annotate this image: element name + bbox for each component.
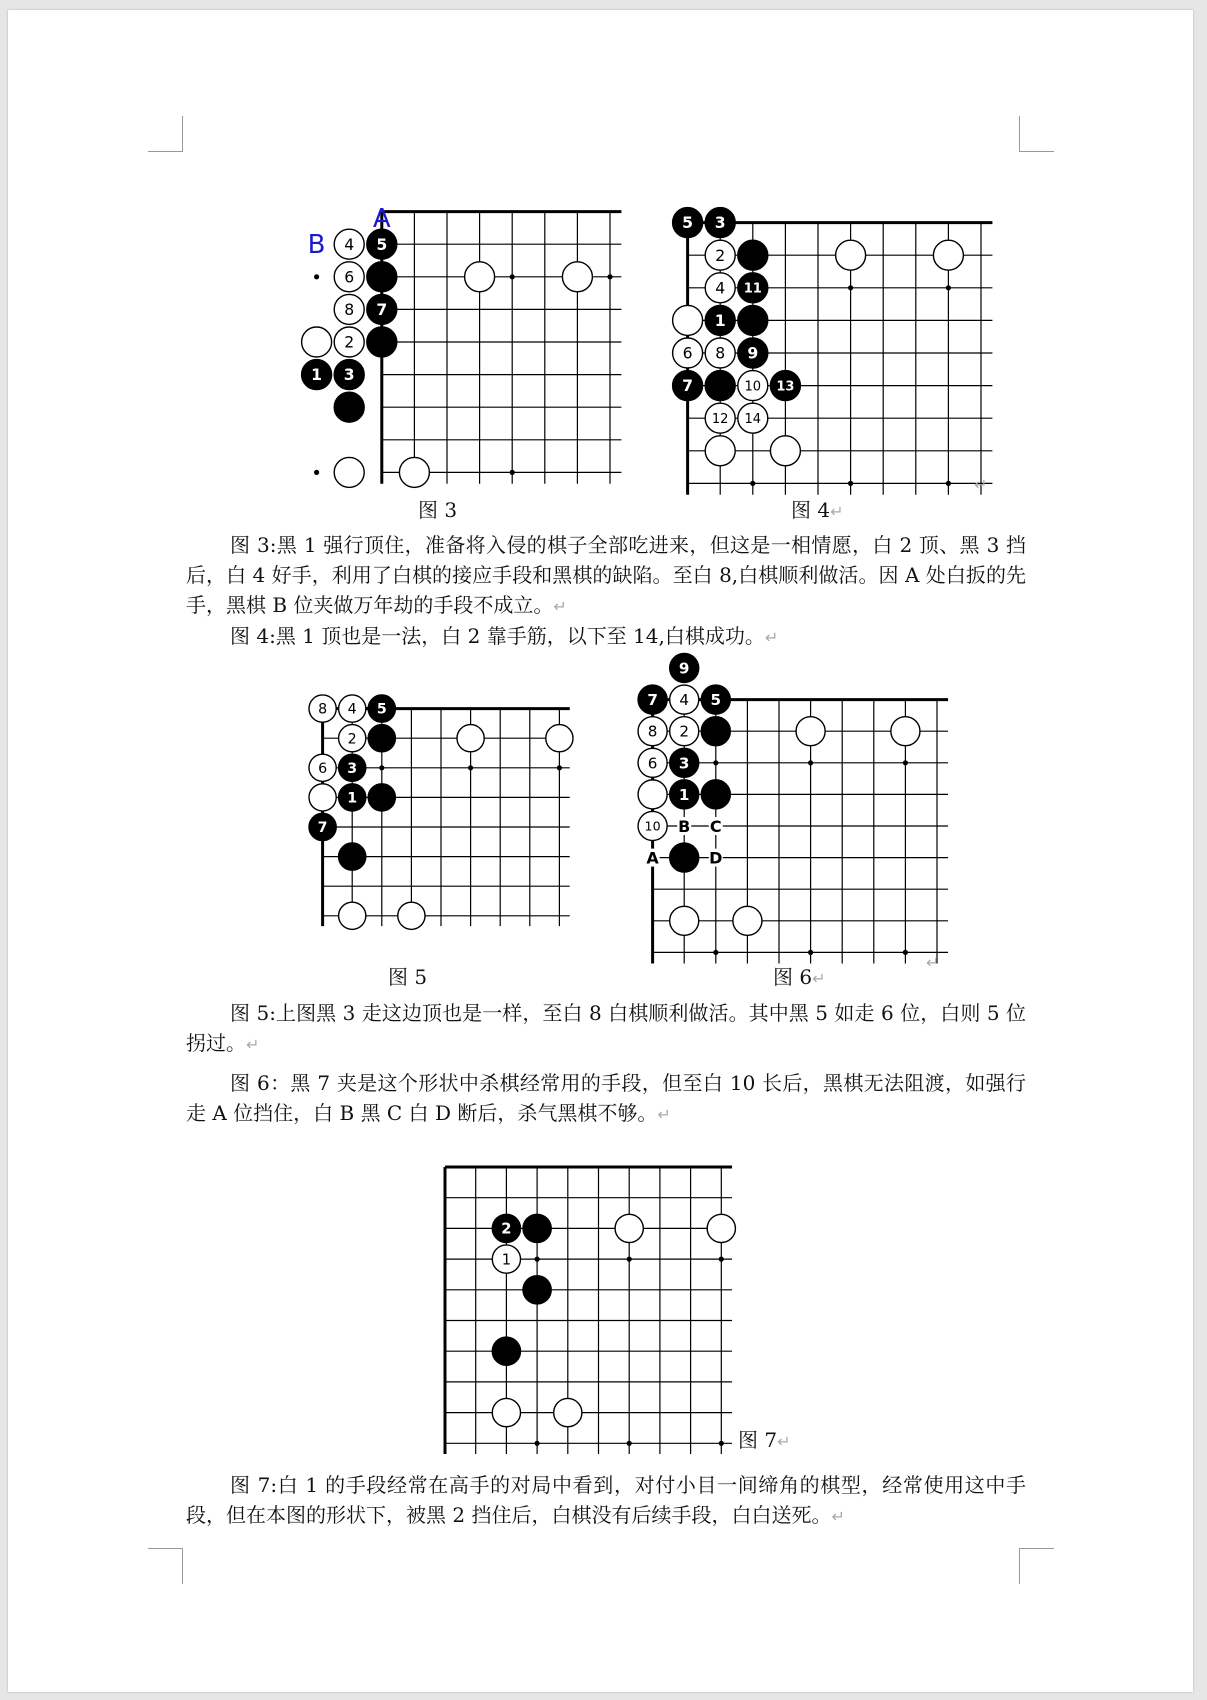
white-stone: [334, 262, 364, 292]
stone-number: 10: [644, 818, 661, 834]
white-stone: [562, 262, 592, 292]
black-stone: [673, 371, 703, 401]
stone-number: 9: [678, 659, 690, 678]
star-point: [808, 760, 813, 765]
black-stone: [368, 695, 395, 722]
black-stone: [339, 754, 366, 781]
stone-number: 5: [376, 234, 388, 254]
position-label: A: [646, 848, 659, 868]
paragraph-mark: ↵: [246, 1035, 260, 1054]
paragraph-mark: ↵: [974, 475, 988, 494]
white-stone: [492, 1398, 520, 1426]
crop-mark-top-left-h: [148, 151, 183, 152]
black-stone: [705, 305, 735, 335]
stone-number: 2: [715, 245, 726, 265]
white-stone: [670, 717, 699, 746]
stone-number: 8: [344, 300, 355, 320]
paragraph-mark: ↵: [553, 597, 567, 616]
black-stone: [670, 780, 699, 809]
black-stone: [334, 360, 364, 390]
white-stone: [554, 1398, 582, 1426]
go-board-figure-3: [278, 165, 614, 505]
star-point: [510, 274, 515, 279]
stone-number: 3: [347, 760, 358, 777]
position-label: B: [678, 817, 691, 836]
white-stone: [638, 811, 667, 840]
black-stone: [738, 273, 768, 303]
caption-figure-3: [418, 498, 457, 522]
star-point: [627, 1257, 632, 1262]
star-point: [903, 950, 908, 955]
paragraph-figure-6: [186, 1068, 1026, 1130]
black-stone: [701, 780, 730, 809]
paragraph-text: 图 6：黑 7 夹是这个形状中杀棋经常用的手段，但至白 10 长后，黑棋无法阻渡，如强行走 A 位挡住，白 B 黑 C 白 D 断后，杀气黑棋不够。: [186, 1071, 1026, 1125]
black-stone: [523, 1276, 551, 1304]
stone-number: 10: [744, 379, 762, 395]
star-point: [713, 760, 718, 765]
black-stone: [673, 208, 703, 238]
black-stone: [368, 784, 395, 811]
stone-number: 2: [679, 722, 690, 741]
paragraph-mark: ↵: [812, 969, 826, 988]
stone-number: 4: [344, 234, 355, 254]
white-stone: [796, 717, 825, 746]
stone-number: 2: [344, 332, 355, 352]
stone-number: 4: [347, 701, 357, 718]
white-stone: [670, 685, 699, 714]
paragraph-mark: ↵: [777, 1432, 791, 1451]
black-stone: [701, 717, 730, 746]
crop-mark-bottom-left-h: [148, 1548, 183, 1549]
white-stone: [738, 403, 768, 433]
white-stone: [334, 327, 364, 357]
white-stone: [673, 338, 703, 368]
black-stone: [492, 1337, 520, 1365]
black-stone: [670, 748, 699, 777]
board-grid: [445, 1167, 732, 1454]
crop-mark-bottom-right-h: [1019, 1548, 1054, 1549]
black-stone: [738, 338, 768, 368]
star-point: [557, 765, 562, 770]
star-point: [719, 1257, 724, 1262]
white-stone: [465, 262, 495, 292]
stone-number: 8: [318, 701, 328, 718]
go-board-figure-6: [615, 654, 933, 974]
board-grid: [382, 212, 622, 484]
caption-figure-7: [738, 1428, 791, 1454]
black-stone: [334, 392, 364, 422]
paragraph-mark: ↵: [657, 1105, 671, 1124]
star-point: [510, 470, 515, 475]
stone-number: 1: [347, 790, 358, 807]
stone-number: 5: [710, 691, 722, 710]
stone-number: 7: [317, 820, 328, 837]
go-board-figure-4: [649, 176, 988, 506]
go-board-figure-5: [287, 665, 593, 973]
stone-number: 8: [647, 722, 658, 741]
star-point: [946, 481, 951, 486]
white-stone: [705, 338, 735, 368]
stone-number: 7: [682, 376, 694, 396]
crop-mark-top-right-v: [1019, 116, 1020, 152]
go-board-figure-7: [439, 1153, 753, 1453]
paragraph-figure-5: [186, 998, 1026, 1060]
white-stone: [891, 717, 920, 746]
black-stone: [368, 725, 395, 752]
white-stone: [457, 725, 484, 752]
stone-number: 5: [682, 213, 694, 233]
caption-text: 图 4: [791, 498, 831, 522]
white-stone: [733, 906, 762, 935]
black-stone: [705, 208, 735, 238]
star-point: [713, 950, 718, 955]
black-stone: [638, 685, 667, 714]
crop-mark-bottom-right-v: [1019, 1548, 1020, 1584]
white-stone: [738, 371, 768, 401]
position-label: B: [307, 230, 326, 261]
white-stone: [339, 695, 366, 722]
stone-number: 11: [743, 281, 762, 297]
star-point: [607, 274, 612, 279]
white-stone: [334, 229, 364, 259]
position-label: D: [709, 848, 723, 868]
white-stone: [334, 294, 364, 324]
caption-text: 图 5: [388, 965, 428, 989]
white-stone: [707, 1214, 735, 1242]
white-stone: [933, 240, 963, 270]
paragraph-figure-3: [186, 530, 1026, 622]
caption-text: 图 6: [773, 965, 813, 989]
position-label: C: [709, 817, 722, 836]
caption-figure-4: [791, 498, 844, 524]
paragraph-mark: ↵: [830, 502, 844, 521]
document-page: [8, 10, 1193, 1692]
black-stone: [770, 371, 800, 401]
black-stone: [367, 262, 397, 292]
white-stone: [705, 436, 735, 466]
black-stone: [738, 305, 768, 335]
stone-number: 6: [318, 760, 328, 777]
stone-number: 1: [714, 311, 726, 331]
stone-number: 6: [682, 343, 693, 363]
white-stone: [638, 717, 667, 746]
white-stone: [302, 327, 332, 357]
stone-number: 6: [344, 267, 355, 287]
white-stone: [546, 725, 573, 752]
black-stone: [492, 1214, 520, 1242]
star-point: [379, 765, 384, 770]
paragraph-text: 图 4:黑 1 顶也是一法，白 2 靠手筋，以下至 14,白棋成功。: [230, 624, 765, 648]
star-point: [903, 760, 908, 765]
star-point: [535, 1441, 540, 1446]
black-stone: [367, 294, 397, 324]
black-stone: [738, 240, 768, 270]
star-point: [468, 765, 473, 770]
stone-number: 13: [776, 379, 795, 395]
white-stone: [705, 403, 735, 433]
star-point: [750, 481, 755, 486]
paragraph-figure-4: [186, 621, 1026, 653]
black-stone: [302, 360, 332, 390]
white-stone: [705, 273, 735, 303]
paragraph-text: 图 3:黑 1 强行顶住，准备将入侵的棋子全部吃进来，但这是一相情愿，白 2 顶、黑 3 挡后，白 4 好手，利用了白棋的接应手段和黑棋的缺陷。至白 8,白棋顺利做活。因 A 处白扳的先手，黑棋 B 位夹做万年劫的手段不成立。: [186, 533, 1026, 617]
stone-number: 1: [501, 1251, 512, 1269]
paragraph-mark: ↵: [831, 1507, 845, 1526]
white-stone: [492, 1245, 520, 1273]
stone-number: 1: [678, 785, 690, 804]
white-stone: [638, 748, 667, 777]
stone-number: 3: [343, 365, 355, 385]
stone-number: 14: [744, 411, 762, 427]
star-point: [719, 1441, 724, 1446]
white-stone: [615, 1214, 643, 1242]
paragraph-figure-7: [186, 1470, 1026, 1532]
white-stone: [836, 240, 866, 270]
white-stone: [670, 906, 699, 935]
star-point: [808, 950, 813, 955]
star-point: [946, 285, 951, 290]
stone-number: 6: [647, 754, 658, 773]
white-stone: [399, 457, 429, 487]
black-stone: [367, 327, 397, 357]
paragraph-mark: ↵: [764, 628, 779, 647]
stone-number: 8: [715, 343, 726, 363]
stone-number: 7: [647, 691, 658, 710]
star-point: [314, 274, 319, 279]
paragraph-text: 图 5:上图黑 3 走这边顶也是一样，至白 8 白棋顺利做活。其中黑 5 如走 6 位，白则 5 位拐过。: [186, 1001, 1026, 1055]
black-stone: [705, 371, 735, 401]
black-stone: [339, 843, 366, 870]
white-stone: [339, 725, 366, 752]
white-stone: [673, 305, 703, 335]
white-stone: [309, 754, 336, 781]
stone-number: 3: [714, 213, 726, 233]
white-stone: [334, 457, 364, 487]
stone-number: 12: [711, 411, 729, 427]
star-point: [627, 1441, 632, 1446]
stone-number: 3: [678, 754, 690, 773]
white-stone: [398, 902, 425, 929]
crop-mark-top-left-v: [182, 116, 183, 152]
stone-number: 4: [715, 278, 726, 298]
caption-text: 图 7: [738, 1428, 778, 1452]
caption-text: 图 3: [418, 498, 458, 522]
crop-mark-top-right-h: [1019, 151, 1054, 152]
star-point: [848, 285, 853, 290]
black-stone: [309, 813, 336, 840]
black-stone: [670, 653, 699, 682]
star-point: [314, 470, 319, 475]
position-label: A: [372, 204, 391, 235]
white-stone: [309, 695, 336, 722]
stone-number: 2: [347, 731, 357, 748]
stone-number: 1: [311, 365, 323, 385]
star-point: [848, 481, 853, 486]
crop-mark-bottom-left-v: [182, 1548, 183, 1584]
caption-figure-6: [773, 965, 826, 991]
stone-number: 4: [679, 691, 690, 710]
caption-figure-5: [388, 965, 427, 989]
stone-number: 9: [747, 343, 759, 363]
stone-number: 7: [376, 300, 388, 320]
stone-number: 2: [501, 1220, 512, 1238]
white-stone: [638, 780, 667, 809]
black-stone: [701, 685, 730, 714]
black-stone: [523, 1214, 551, 1242]
black-stone: [339, 784, 366, 811]
star-point: [535, 1257, 540, 1262]
white-stone: [770, 436, 800, 466]
white-stone: [309, 784, 336, 811]
stone-number: 5: [376, 701, 387, 718]
white-stone: [339, 902, 366, 929]
white-stone: [705, 240, 735, 270]
black-stone: [670, 843, 699, 872]
paragraph-text: 图 7:白 1 的手段经常在高手的对局中看到，对付小目一间缔角的棋型，经常使用这中手段，但在本图的形状下，被黑 2 挡住后，白棋没有后续手段，白白送死。: [186, 1473, 1026, 1527]
paragraph-mark: ↵: [926, 953, 940, 972]
